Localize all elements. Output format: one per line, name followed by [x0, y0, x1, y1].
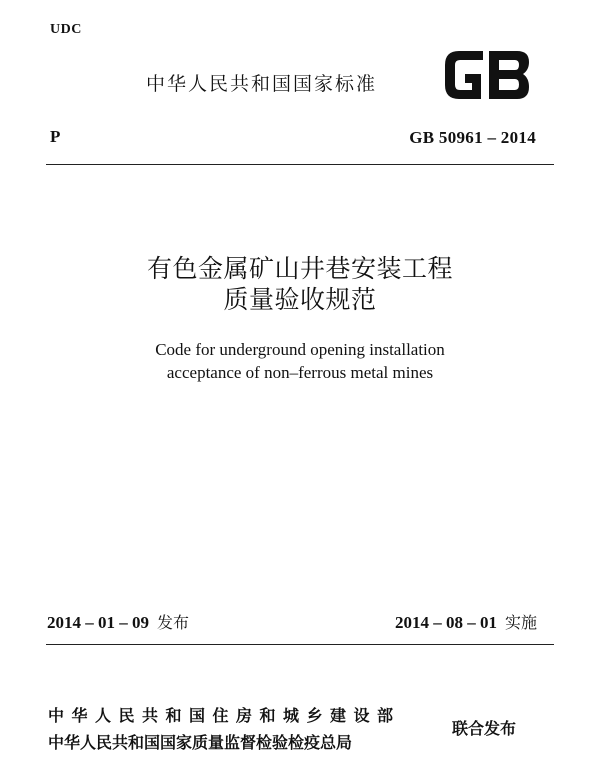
standard-number: GB 50961 – 2014	[409, 128, 536, 147]
udc-label: UDC	[50, 22, 82, 37]
effective-date: 2014 – 08 – 01	[394, 613, 497, 632]
header-divider	[46, 164, 554, 165]
title-en-line-1: Code for underground opening installation	[155, 340, 445, 359]
issuer-line-1: 中华人民共和国住房和城乡建设部	[48, 706, 401, 725]
national-standard-heading: 中华人民共和国国家标准	[146, 73, 378, 95]
footer-divider	[46, 644, 554, 645]
joint-issue-label: 联合发布	[452, 719, 517, 738]
issue-date-block	[47, 610, 189, 633]
title-en-line-2: acceptance of non–ferrous metal mines	[166, 363, 434, 382]
title-cn-line-2: 质量验收规范	[223, 285, 377, 314]
classification-code: P	[50, 127, 61, 146]
effective-date-block	[395, 610, 537, 633]
title-cn-line-1: 有色金属矿山井巷安装工程	[146, 254, 453, 283]
issue-date: 2014 – 01 – 09	[47, 613, 149, 632]
issuer-line-2: 中华人民共和国国家质量监督检验检疫总局	[48, 733, 353, 752]
issue-label: 发布	[157, 613, 190, 632]
effective-label: 实施	[504, 613, 537, 632]
gb-logo-icon	[441, 47, 533, 103]
